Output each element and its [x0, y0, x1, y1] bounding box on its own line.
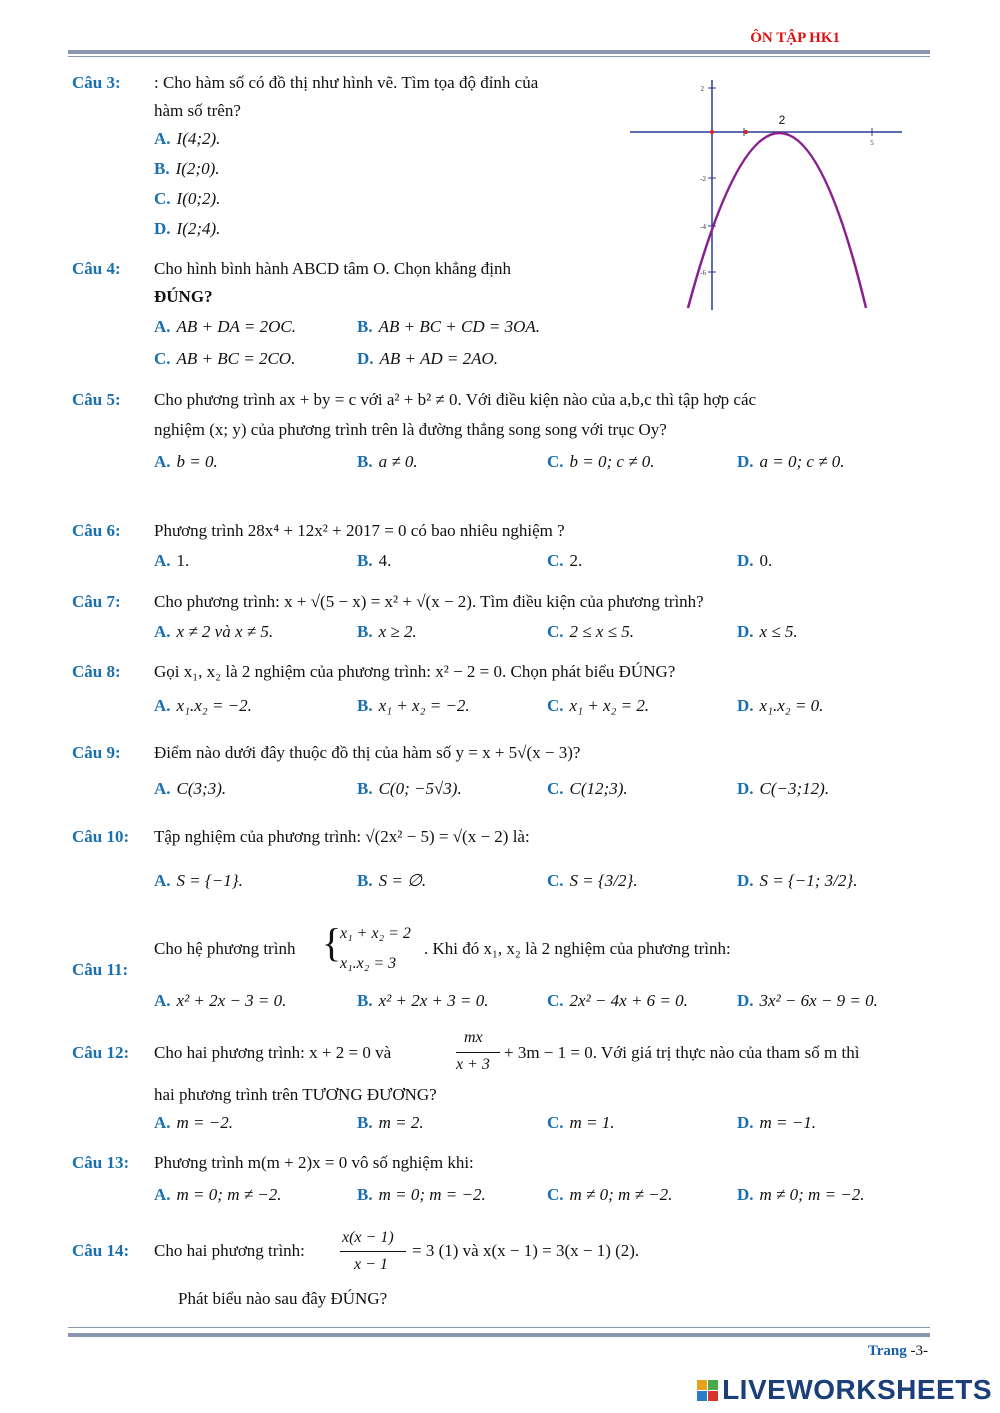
system-equation: x₁.x₂ = 3 — [340, 955, 397, 972]
question-text: Cho phương trình: x + √(5 − x) = x² + √(x − 2). Tìm điều kiện của phương trình? — [154, 592, 704, 611]
question-text: hàm số trên? — [154, 101, 241, 120]
option-d[interactable]: D. C(−3;12). — [737, 779, 830, 798]
option-c[interactable]: C. AB + BC = 2CO. — [154, 349, 296, 368]
option-a[interactable]: A. x₁.x₂ = −2. — [154, 696, 252, 715]
question-text: = 3 (1) và x(x − 1) = 3(x − 1) (2). — [412, 1241, 640, 1260]
header-rule — [68, 50, 930, 54]
question-text: hai phương trình trên TƯƠNG ĐƯƠNG? — [154, 1085, 437, 1104]
question-text: Cho hệ phương trình — [154, 939, 296, 958]
option-b[interactable]: B. m = 0; m = −2. — [357, 1185, 486, 1204]
question-number: Câu 3: — [72, 73, 121, 92]
option-c[interactable]: C. m = 1. — [547, 1113, 615, 1132]
point-marker — [744, 130, 748, 134]
option-d[interactable]: D. 3x² − 6x − 9 = 0. — [737, 991, 878, 1010]
question-text: Điểm nào dưới đây thuộc đồ thị của hàm số y = x + 5√(x − 3)? — [154, 743, 581, 762]
point-marker — [710, 130, 714, 134]
option-b[interactable]: B. a ≠ 0. — [357, 452, 418, 471]
fraction-numerator: x(x − 1) — [342, 1229, 394, 1246]
question-number: Câu 12: — [72, 1043, 130, 1062]
question-number: Câu 5: — [72, 390, 121, 409]
question-text: Phát biểu nào sau đây ĐÚNG? — [178, 1289, 388, 1308]
fraction-bar — [340, 1251, 406, 1252]
page-number: -3- — [910, 1343, 928, 1359]
option-b[interactable]: B. 4. — [357, 551, 392, 570]
parabola-curve — [688, 133, 866, 308]
option-c[interactable]: C. 2. — [547, 551, 583, 570]
option-a[interactable]: A. AB + DA = 2OC. — [154, 317, 296, 336]
option-c[interactable]: C. I(0;2). — [154, 189, 221, 208]
header-title: ÔN TẬP HK1 — [750, 30, 840, 46]
option-c[interactable]: C. m ≠ 0; m ≠ −2. — [547, 1185, 673, 1204]
question-number: Câu 7: — [72, 592, 121, 611]
logo-icon — [697, 1380, 718, 1401]
option-d[interactable]: D. S = {−1; 3/2}. — [737, 871, 858, 890]
page-label: Trang — [867, 1343, 907, 1359]
option-b[interactable]: B. AB + BC + CD = 3OA. — [357, 317, 541, 336]
option-a[interactable]: A. x ≠ 2 và x ≠ 5. — [154, 622, 274, 641]
y-tick-label: -4 — [700, 223, 706, 231]
question-text: Cho hình bình hành ABCD tâm O. Chọn khẳng định — [154, 259, 511, 278]
question-text: Gọi x₁, x₂ là 2 nghiệm của phương trình: x² − 2 = 0. Chọn phát biểu ĐÚNG? — [154, 662, 676, 681]
page-footer — [868, 1343, 928, 1360]
question-text: ĐÚNG? — [154, 287, 213, 306]
question-number: Câu 11: — [72, 960, 129, 979]
y-tick-label: -6 — [700, 269, 706, 277]
option-b[interactable]: B. S = ∅. — [357, 871, 427, 890]
option-d[interactable]: D. x ≤ 5. — [737, 622, 798, 641]
option-c[interactable]: C. S = {3/2}. — [547, 871, 638, 890]
option-d[interactable]: D. 0. — [737, 551, 773, 570]
question-text: Cho phương trình ax + by = c với a² + b² ≠ 0. Với điều kiện nào của a,b,c thì tập hợp các — [154, 390, 757, 409]
question-number: Câu 9: — [72, 743, 121, 762]
option-a[interactable]: A. m = 0; m ≠ −2. — [154, 1185, 282, 1204]
option-b[interactable]: B. C(0; −5√3). — [357, 779, 462, 798]
question-text: Cho hai phương trình: — [154, 1241, 305, 1260]
option-d[interactable]: D. I(2;4). — [154, 219, 221, 238]
option-d[interactable]: D. AB + AD = 2AO. — [357, 349, 499, 368]
question-text: + 3m − 1 = 0. Với giá trị thực nào của tham số m thì — [504, 1043, 860, 1062]
fraction-denominator: x − 1 — [354, 1256, 388, 1273]
vertex-label: 2 — [778, 113, 786, 127]
x-tick-label: 5 — [870, 139, 874, 147]
option-a[interactable]: A. x² + 2x − 3 = 0. — [154, 991, 287, 1010]
option-b[interactable]: B. I(2;0). — [154, 159, 220, 178]
option-a[interactable]: A. m = −2. — [154, 1113, 234, 1132]
option-b[interactable]: B. x² + 2x + 3 = 0. — [357, 991, 489, 1010]
fraction-bar — [456, 1052, 500, 1053]
question-number: Câu 14: — [72, 1241, 130, 1260]
system-brace: { — [322, 920, 342, 965]
option-a[interactable]: A. C(3;3). — [154, 779, 227, 798]
option-a[interactable]: A. 1. — [154, 551, 190, 570]
option-c[interactable]: C. b = 0; c ≠ 0. — [547, 452, 655, 471]
question-text: Phương trình 28x⁴ + 12x² + 2017 = 0 có bao nhiêu nghiệm ? — [154, 521, 565, 540]
question-text: Phương trình m(m + 2)x = 0 vô số nghiệm khi: — [154, 1153, 474, 1172]
option-b[interactable]: B. m = 2. — [357, 1113, 424, 1132]
option-c[interactable]: C. x₁ + x₂ = 2. — [547, 696, 650, 715]
option-a[interactable]: A. b = 0. — [154, 452, 218, 471]
brand-name: LIVEWORKSHEETS — [722, 1374, 992, 1405]
question-text: : Cho hàm số có đồ thị như hình vẽ. Tìm tọa độ đỉnh của — [154, 73, 539, 92]
option-c[interactable]: C. C(12;3). — [547, 779, 628, 798]
option-d[interactable]: D. m ≠ 0; m = −2. — [737, 1185, 865, 1204]
option-a[interactable]: A. I(4;2). — [154, 129, 221, 148]
liveworksheets-logo — [697, 1374, 992, 1406]
option-b[interactable]: B. x ≥ 2. — [357, 622, 417, 641]
option-c[interactable]: C. 2 ≤ x ≤ 5. — [547, 622, 634, 641]
question-text: . Khi đó x₁, x₂ là 2 nghiệm của phương trình: — [424, 939, 731, 958]
option-b[interactable]: B. x₁ + x₂ = −2. — [357, 696, 470, 715]
option-d[interactable]: D. a = 0; c ≠ 0. — [737, 452, 845, 471]
option-d[interactable]: D. x₁.x₂ = 0. — [737, 696, 824, 715]
system-equation: x₁ + x₂ = 2 — [340, 925, 411, 942]
question-text: Tập nghiệm của phương trình: √(2x² − 5) = √(x − 2) là: — [154, 827, 530, 846]
question-number: Câu 13: — [72, 1153, 130, 1172]
question-number: Câu 6: — [72, 521, 121, 540]
fraction-denominator: x + 3 — [456, 1056, 490, 1073]
question-number: Câu 4: — [72, 259, 121, 278]
option-a[interactable]: A. S = {−1}. — [154, 871, 243, 890]
y-tick-label: -2 — [700, 175, 706, 183]
parabola-graph — [628, 76, 904, 317]
question-number: Câu 10: — [72, 827, 130, 846]
y-tick-label: 2 — [700, 85, 704, 93]
option-c[interactable]: C. 2x² − 4x + 6 = 0. — [547, 991, 688, 1010]
fraction-numerator: mx — [464, 1029, 483, 1046]
question-text: Cho hai phương trình: x + 2 = 0 và — [154, 1043, 392, 1062]
footer-rule — [68, 1333, 930, 1337]
question-number: Câu 8: — [72, 662, 121, 681]
option-d[interactable]: D. m = −1. — [737, 1113, 817, 1132]
question-text: nghiệm (x; y) của phương trình trên là đường thẳng song song với trục Oy? — [154, 420, 667, 439]
